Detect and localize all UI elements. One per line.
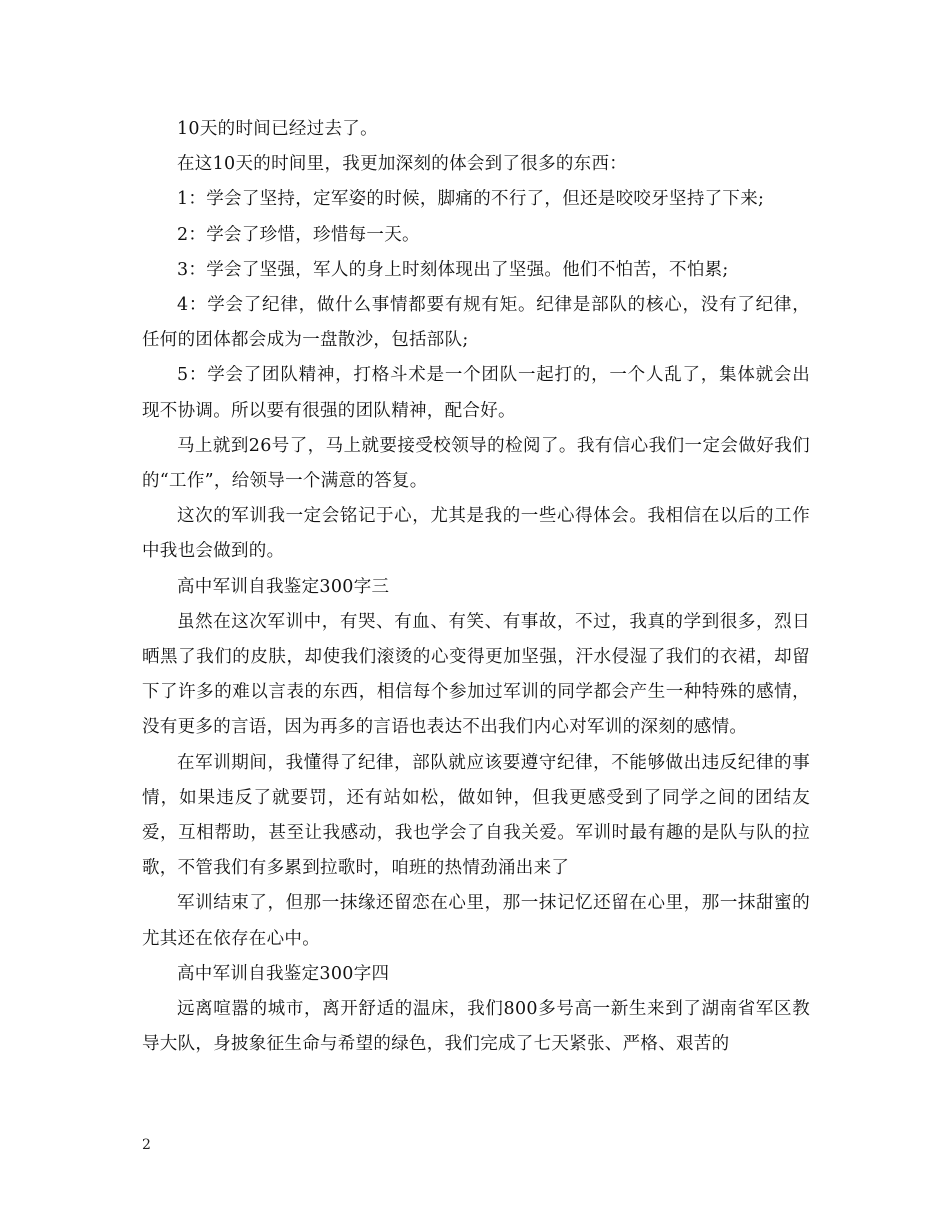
paragraph-inspection: 马上就到26号了，马上就要接受校领导的检阅了。我有信心我们一定会做好我们的“工作”，给领导一个满意的答复。 (142, 435, 810, 492)
document-body (142, 112, 810, 1062)
list-item-cherish: 2：学会了珍惜，珍惜每一天。 (177, 224, 420, 245)
paragraph-training-discipline: 在军训期间，我懂得了纪律，部队就应该要遵守纪律，不能够做出违反纪律的事情，如果违反了就要罚，还有站如松，做如钟，但我更感受到了同学之间的团结友爱，互相帮助，甚至让我感动，我也学会了自我关爱。军训时最有趣的是队与队的拉歌，不管我们有多累到拉歌时，咱班的热情劲涌出来了 (142, 752, 810, 879)
list-item-persistence: 1：学会了坚持，定军姿的时候，脚痛的不行了，但还是咬咬牙坚持了下来; (177, 189, 765, 210)
list-item-strength: 3：学会了坚强，军人的身上时刻体现出了坚强。他们不怕苦，不怕累; (177, 259, 729, 280)
page-number: 2 (142, 1137, 151, 1153)
section-heading-four: 高中军训自我鉴定300字四 (177, 963, 390, 984)
paragraph-ten-days-experience: 在这10天的时间里，我更加深刻的体会到了很多的东西： (177, 154, 628, 175)
paragraph-time-passed: 10天的时间已经过去了。 (177, 119, 378, 139)
list-item-team-spirit: 5：学会了团队精神，打格斗术是一个团队一起打的，一个人乱了，集体就会出现不协调。所以要有很强的团队精神，配合好。 (142, 365, 810, 421)
paragraph-leaving-city: 远离喧嚣的城市，离开舒适的温床，我们800多号高一新生来到了湖南省军区教导大队，身披象征生命与希望的绿色，我们完成了七天紧张、严格、艰苦的 (142, 999, 810, 1055)
paragraph-training-ended: 军训结束了，但那一抹缘还留恋在心里，那一抹记忆还留在心里，那一抹甜蜜的尤其还在依存在心中。 (142, 893, 810, 949)
paragraph-training-feelings: 虽然在这次军训中，有哭、有血、有笑、有事故，不过，我真的学到很多，烈日晒黑了我们的皮肤，却使我们滚烫的心变得更加坚强，汗水侵湿了我们的衣裙，却留下了许多的难以言表的东西，相信每个参加过军训的同学都会产生一种特殊的感情，没有更多的言语，因为再多的言语也表达不出我们内心对军训的深刻的感情。 (142, 611, 810, 738)
list-item-discipline: 4：学会了纪律，做什么事情都要有规有矩。纪律是部队的核心，没有了纪律，任何的团体都会成为一盘散沙，包括部队; (142, 295, 810, 351)
paragraph-remember: 这次的军训我一定会铭记于心，尤其是我的一些心得体会。我相信在以后的工作中我也会做到的。 (142, 506, 810, 562)
section-heading-three: 高中军训自我鉴定300字三 (177, 576, 390, 597)
